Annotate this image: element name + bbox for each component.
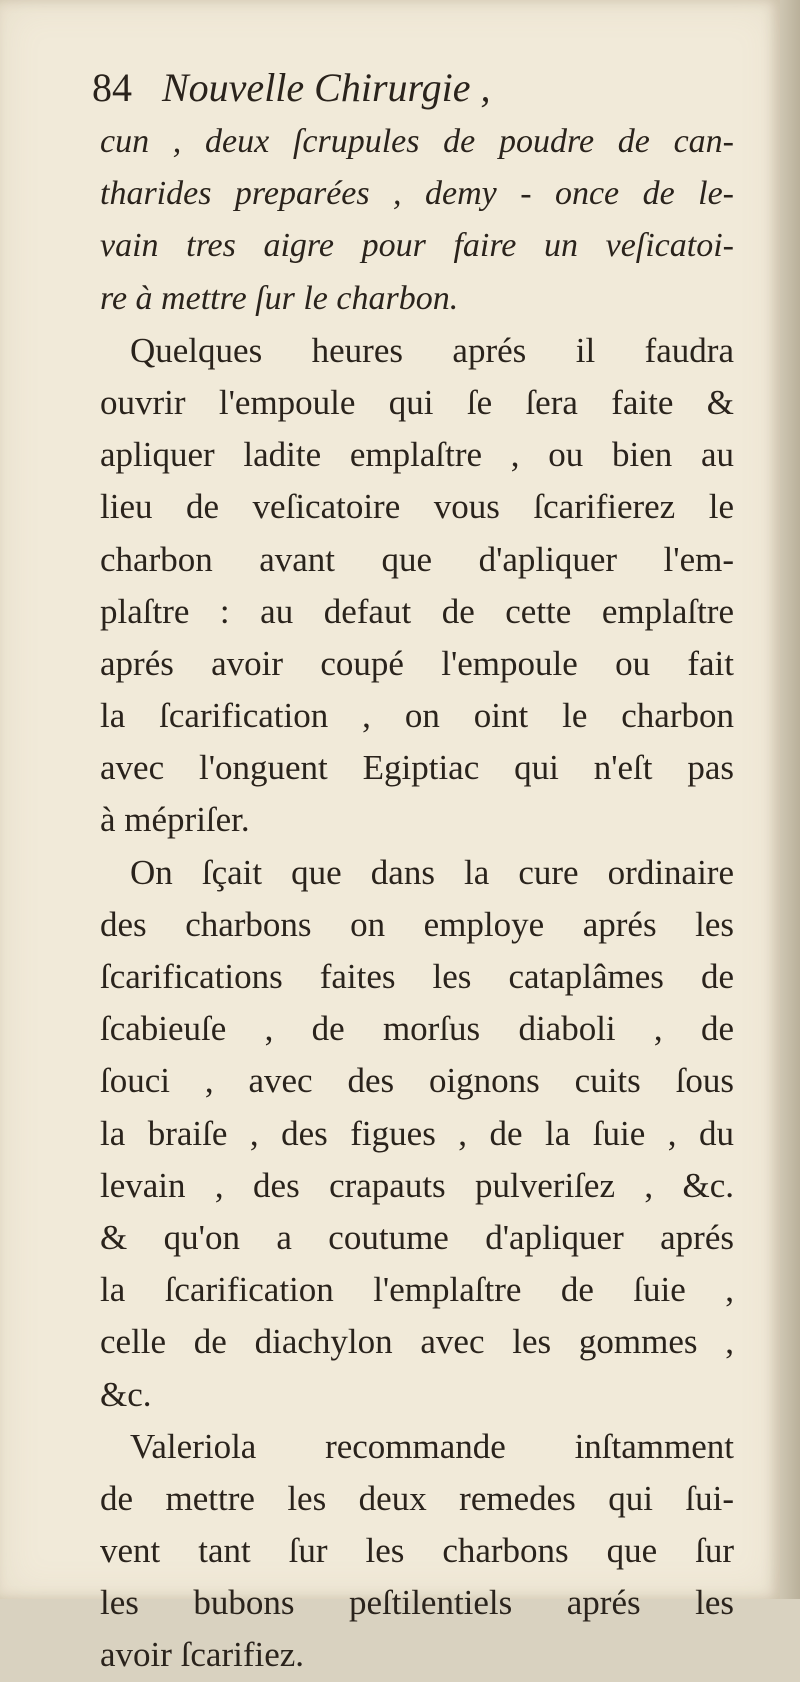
text-line: la ſcarification , on oint le charbon: [100, 696, 734, 736]
text-line: des charbons on employe aprés les: [100, 904, 734, 944]
text-line: les bubons peſtilentiels aprés les: [100, 1583, 734, 1623]
running-title: Nouvelle Chirurgie ,: [162, 65, 491, 110]
text-line: re à mettre ſur le charbon.: [100, 279, 459, 317]
text-line: avec l'onguent Egiptiac qui n'eſt pas: [100, 748, 734, 788]
text-line: cun , deux ſcrupules de poudre de can-: [100, 123, 734, 160]
text-line: la braiſe , des figues , de la ſuie , du: [100, 1113, 734, 1153]
text-line: lieu de veſicatoire vous ſcarifierez le: [100, 487, 734, 527]
text-line: apliquer ladite emplaſtre , ou bien au: [100, 435, 734, 475]
text-line: ouvrir l'empoule qui ſe ſera faite &: [100, 382, 734, 422]
text-line: On ſçait que dans la cure ordinaire: [130, 852, 734, 892]
text-line: Valeriola recommande inſtamment: [130, 1426, 734, 1466]
text-line: à mépriſer.: [100, 800, 250, 840]
text-line: vent tant ſur les charbons que ſur: [100, 1531, 734, 1571]
running-head: [92, 64, 652, 116]
text-line: & qu'on a coutume d'apliquer aprés: [100, 1217, 734, 1257]
text-line: levain , des crapauts pulveriſez , &c.: [100, 1165, 734, 1205]
page-number: 84: [92, 65, 132, 110]
text-line: &c.: [100, 1374, 152, 1414]
page-gutter: [780, 0, 800, 1599]
text-line: tharides preparées , demy - once de le-: [100, 175, 734, 213]
text-line: plaſtre : au defaut de cette emplaſtre: [100, 591, 734, 631]
text-line: Quelques heures aprés il faudra: [130, 330, 734, 370]
text-line: ſcarifications faites les cataplâmes de: [100, 957, 734, 996]
text-line: celle de diachylon avec les gommes ,: [100, 1322, 734, 1362]
text-line: avoir ſcarifiez.: [100, 1635, 305, 1675]
text-line: ſcabieuſe , de morſus diaboli , de: [100, 1009, 734, 1049]
text-line: aprés avoir coupé l'empoule ou fait: [100, 643, 734, 683]
text-line: de mettre les deux remedes qui ſui-: [100, 1478, 734, 1518]
text-line: vain tres aigre pour faire un veſicatoi-: [100, 227, 734, 265]
body-text: [100, 116, 734, 1682]
text-line: charbon avant que d'apliquer l'em-: [100, 539, 734, 579]
text-line: ſouci , avec des oignons cuits ſous: [100, 1061, 734, 1101]
text-line: la ſcarification l'emplaſtre de ſuie ,: [100, 1270, 734, 1310]
